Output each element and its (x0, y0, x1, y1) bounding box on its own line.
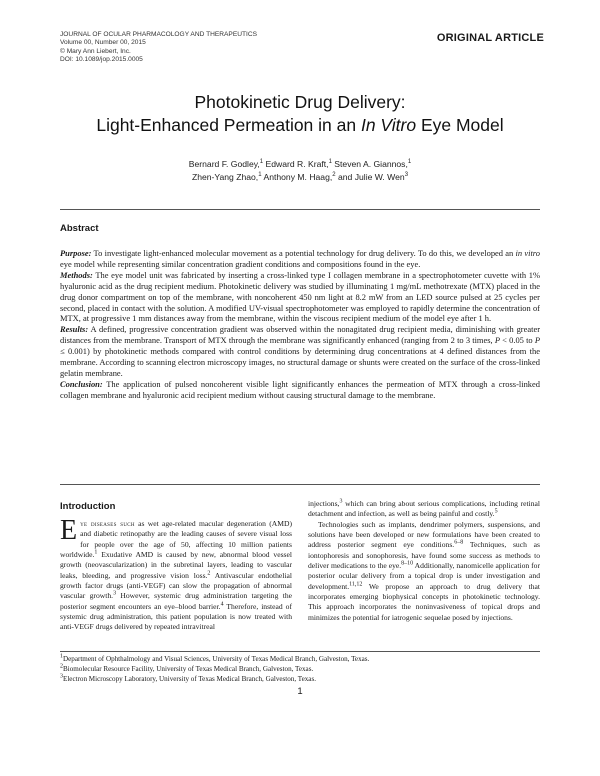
results-text-pre: A defined, progressive concentration gradient was observed within the nonagitated drug recipient media, diminishing with greater distances from the membrane. Transport of MTX through the membrane was significantly enhanced (ranging from 2 to 3 times, (60, 324, 540, 346)
author-line-1 (0, 158, 600, 171)
results-p-symbol-2: P (534, 335, 540, 346)
abstract-body (60, 248, 540, 401)
intro-paragraph-1 (60, 515, 293, 633)
author-5-affil: 2 (332, 172, 336, 179)
author-2: Edward R. Kraft, (263, 159, 329, 169)
results-text-mid: < 0.05 to (499, 335, 535, 346)
abstract-results (60, 324, 540, 379)
intro-p1-a: as wet age-related macular degeneration (AMD) and diabetic retinopathy are the leading causes of severe visual loss for people over the age of 50, affecting 10 million patients worldwide. (60, 519, 292, 560)
author-4: Zhen-Yang Zhao, (191, 172, 259, 182)
ref-4: 4 (220, 601, 224, 608)
affiliation-2-num: 2 (60, 663, 63, 670)
abstract-conclusion (60, 379, 540, 401)
author-6-affil: 3 (404, 172, 409, 179)
journal-copyright: © Mary Ann Liebert, Inc. (60, 47, 131, 55)
intro-p1-c: Antivascular endothelial growth factor drugs (anti-VEGF) can slow the propagation of abnormal vascular growth. (60, 570, 292, 601)
intro-smallcaps: ye diseases such (80, 519, 135, 528)
intro-left-column (60, 515, 293, 633)
article-type-label: ORIGINAL ARTICLE (436, 32, 544, 44)
ref-3b: 3 (339, 498, 343, 505)
affiliation-3 (60, 674, 369, 684)
affiliation-3-text: Electron Microscopy Laboratory, University of Texas Medical Branch, Galveston, Texas. (63, 675, 316, 683)
introduction-heading: Introduction (60, 501, 116, 512)
footnote-rule (60, 651, 540, 652)
purpose-text-pre: To investigate light-enhanced molecular movement as a potential technology for drug delivery. To do this, we developed an (91, 248, 516, 258)
ref-5: 5 (494, 508, 498, 515)
ref-6-8: 6–8 (454, 539, 464, 546)
ref-1: 1 (94, 549, 98, 556)
purpose-label: Purpose: (60, 248, 92, 258)
author-2-affil: 1 (328, 159, 332, 166)
affiliation-2-text: Biomolecular Resource Facility, University of Texas Medical Branch, Galveston, Texas. (63, 665, 314, 673)
intro-p1-e: Therefore, instead of systemic drug administration, this patient population is now treated with anti-VEGF drugs delivered by repeated intravitreal (60, 601, 292, 632)
author-1: Bernard F. Godley, (188, 159, 260, 169)
author-line-2 (0, 171, 600, 184)
journal-volume: Volume 00, Number 00, 2015 (60, 39, 146, 47)
affiliation-2 (60, 664, 369, 674)
affiliation-3-num: 3 (60, 673, 63, 680)
title-line-2-italic: In Vitro (360, 115, 417, 135)
intro-r2-d: We propose an approach to drug delivery that incorporates emerging biophysical concepts in photokinetic technology. This approach incorporates the noninvasiveness of topical drops and minimizes the potential for iatrogenic sequelae posed by injections. (308, 581, 540, 622)
results-text-post: ≤ 0.001) by photokinetic methods compared with control conditions by determining drug concentrations at 4 defined distances from the membrane. According to scanning electron microscopy images, no structural damage or shunts were created on the surface of the cross-linked gelatin membrane. (60, 346, 540, 378)
intro-p1-b: Exudative AMD is caused by new, abnormal blood vessel growth (neovascularization) in the subretinal layers, leading to vascular leaks, bleeding, and progressive vision loss. (60, 550, 292, 580)
title-line-1: Photokinetic Drug Delivery: (194, 92, 406, 112)
purpose-text-italic: in vitro (515, 248, 540, 258)
abstract-heading: Abstract (60, 223, 99, 234)
intro-right-column (308, 499, 540, 623)
title-line-2-pre: Light-Enhanced Permeation in an (96, 115, 361, 135)
journal-name: JOURNAL OF OCULAR PHARMACOLOGY AND THERAPEUTICS (60, 31, 257, 38)
author-3: Steven A. Giannos, (331, 159, 408, 169)
journal-info (60, 31, 257, 64)
intro-p1-d: However, systemic drug administration targeting the posterior segment encounters an eye–blood barrier. (60, 591, 293, 611)
author-4-affil: 1 (258, 172, 262, 179)
abstract-top-rule (60, 209, 540, 210)
intro-r2-b: Techniques, such as iontophoresis and sonophoresis, have found some success as methods to deliver medications to the eye. (308, 540, 540, 571)
drop-cap: E (60, 515, 78, 546)
conclusion-label: Conclusion: (60, 378, 103, 389)
affiliations (60, 654, 369, 684)
abstract-methods (60, 270, 540, 325)
methods-label: Methods: (60, 269, 93, 280)
abstract-bottom-rule (60, 484, 540, 485)
abstract-purpose (60, 248, 540, 270)
intro-paragraph-2 (308, 520, 540, 623)
author-6: and Julie W. Wen (335, 172, 405, 182)
ref-11-12: 11,12 (349, 581, 363, 588)
intro-paragraph-1-cont (308, 499, 540, 520)
author-3-affil: 1 (407, 159, 412, 166)
conclusion-text: The application of pulsed noncoherent visible light significantly enhances the permeation of MTX through a cross-linked collagen membrane and hyaluronic acid recipient medium without causing structural damage to the membrane. (60, 378, 540, 400)
results-p-symbol-1: P (494, 335, 500, 346)
intro-r1-a: injections, (308, 499, 340, 508)
author-list (0, 158, 600, 184)
journal-doi: DOI: 10.1089/jop.2015.0005 (60, 55, 143, 63)
ref-3: 3 (113, 590, 117, 597)
page-number: 1 (297, 686, 303, 697)
paper-title (0, 91, 600, 137)
author-1-affil: 1 (259, 159, 264, 166)
purpose-text-post: eye model while representing similar concentration gradient conditions and compositions found in the eye. (60, 258, 421, 269)
title-line-2 (0, 114, 600, 137)
intro-r2-a: Technologies such as implants, dendrimer polymers, suspensions, and solutions have been developed or new formulations have been created to address posterior segment eye conditions. (308, 519, 540, 550)
affiliation-1-text: Department of Ophthalmology and Visual Sciences, University of Texas Medical Branch, Galveston, Texas. (63, 655, 370, 663)
affiliation-1 (60, 654, 369, 664)
affiliation-1-num: 1 (60, 653, 63, 660)
intro-r1-b: which can bring about serious complications, including retinal detachment and infection, as well as being painful and costly. (308, 499, 540, 519)
author-5: Anthony M. Haag, (261, 172, 333, 182)
intro-r2-c: Additionally, nanomicelle application for posterior ocular delivery from a topical drop is under investigation and development. (308, 561, 540, 591)
ref-8-10: 8–10 (401, 560, 414, 567)
ref-2: 2 (207, 570, 211, 577)
methods-text: The eye model unit was fabricated by inserting a cross-linked type I collagen membrane in a spectrophotometer cuvette with 1% hyaluronic acid as the drug recipient medium. Photokinetic delivery was studied by illuminating 1 mg/mL methotrexate (MTX) placed in the drug donor compartment on top of the membrane, with noncoherent 450 nm light at 8.2 mW from an LED source pulsed at 25 cycles per second, placed in contact with the solution. A modified UV-visual spectrophotometer was employed to rapidly determine the concentration of MTX, at progressive 1 mm distances away from the membrane, within the viscous recipient medium of the model eye after 1 h. (60, 269, 540, 324)
title-line-2-post: Eye Model (416, 115, 504, 135)
results-label: Results: (60, 324, 89, 335)
